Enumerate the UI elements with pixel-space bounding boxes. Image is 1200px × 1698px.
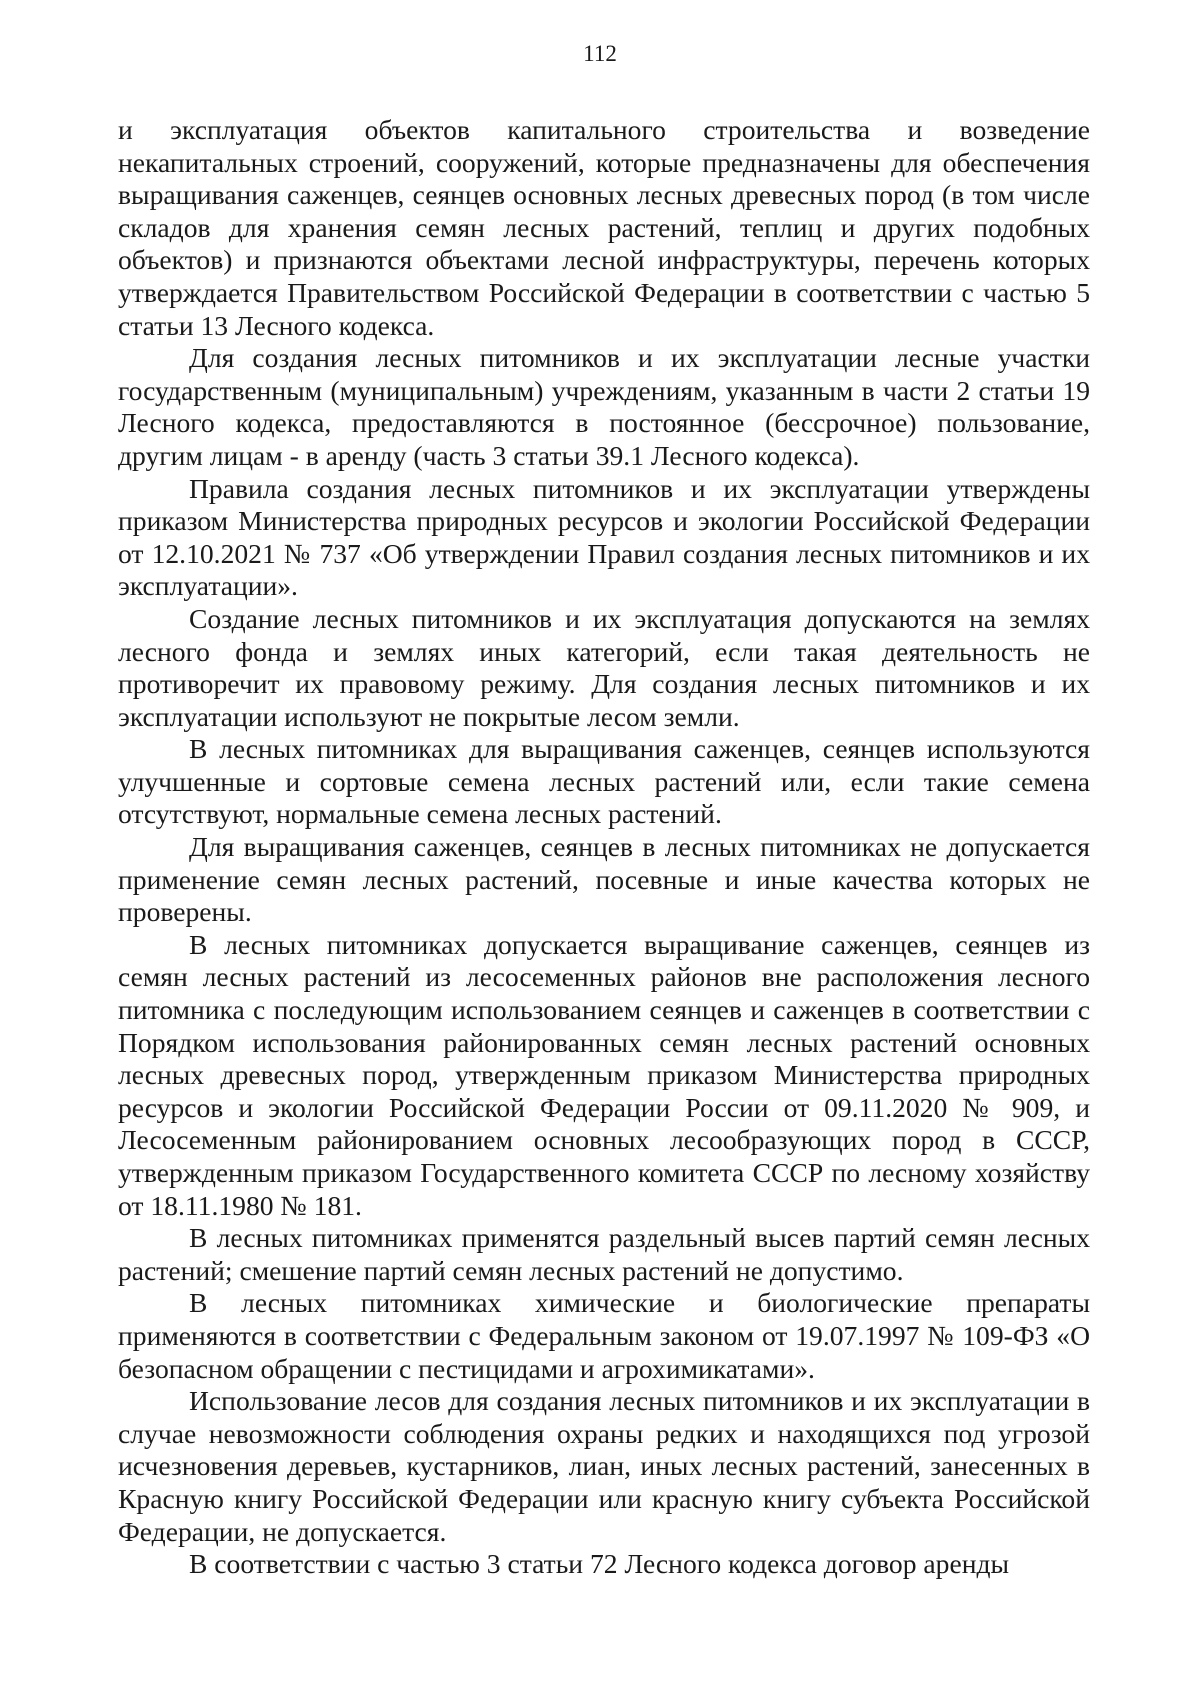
paragraph-forest-plots: Для создания лесных питомников и их эксплуатации лесные участки государственным (муниципальным) учреждениям, указанным в части 2 статьи 19 Лесного кодекса, предоставляются в постоянное (бессрочное) пользование, другим лицам - в аренду (часть 3 статьи 39.1 Лесного кодекса).: [118, 342, 1090, 471]
paragraph-red-book: Использование лесов для создания лесных питомников и их эксплуатации в случае невозможности соблюдения охраны редких и находящихся под угрозой исчезновения деревьев, кустарников, лиан, иных лесных растений, занесенных в Красную книгу Российской Федерации или красную книгу субъекта Российской Федерации, не допускается.: [118, 1385, 1090, 1547]
paragraph-lease-agreement: В соответствии с частью 3 статьи 72 Лесного кодекса договор аренды: [189, 1548, 1010, 1580]
paragraph-seed-regions: В лесных питомниках допускается выращивание саженцев, сеянцев из семян лесных растений из лесосеменных районов вне расположения лесного питомника с последующим использованием сеянцев и саженцев в соответствии с Порядком использования районированных семян лесных растений основных лесных древесных пород, утвержденным приказом Министерства природных ресурсов и экологии Российской Федерации России от 09.11.2020 № 909, и Лесосеменным районированием основных лесообразующих пород в СССР, утвержденным приказом Государственного комитета СССР по лесному хозяйству от 18.11.1980 № 181.: [118, 928, 1090, 1221]
document-body: [118, 114, 1090, 1581]
paragraph-seed-quality: В лесных питомниках для выращивания саженцев, сеянцев используются улучшенные и сортовые семена лесных растений или, если такие семена отсутствуют, нормальные семена лесных растений.: [118, 733, 1090, 830]
page-number: 112: [583, 41, 617, 66]
paragraph-separate-sowing: В лесных питомниках применятся раздельный высев партий семян лесных растений; смешение партий семян лесных растений не допустимо.: [118, 1222, 1090, 1286]
paragraph-land-use: Создание лесных питомников и их эксплуатация допускаются на землях лесного фонда и землях иных категорий, если такая деятельность не противоречит их правовому режиму. Для создания лесных питомников и их эксплуатации используют не покрытые лесом земли.: [118, 602, 1090, 732]
paragraph-unverified-seeds: Для выращивания саженцев, сеянцев в лесных питомниках не допускается применение семян лесных растений, посевные и иные качества которых не проверены.: [118, 831, 1090, 928]
paragraph-pesticides: В лесных питомниках химические и биологические препараты применяются в соответствии с Федеральным законом от 19.07.1997 № 109-ФЗ «О безопасном обращении с пестицидами и агрохимикатами».: [118, 1287, 1090, 1384]
paragraph-nursery-rules: Правила создания лесных питомников и их эксплуатации утверждены приказом Министерства природных ресурсов и экологии Российской Федерации от 12.10.2021 № 737 «Об утверждении Правил создания лесных питомников и их эксплуатации».: [118, 472, 1090, 602]
paragraph-continuation: и эксплуатация объектов капитального строительства и возведение некапитальных строений, сооружений, которые предназначены для обеспечения выращивания саженцев, сеянцев основных лесных древесных пород (в том числе складов для хранения семян лесных растений, теплиц и других подобных объектов) и признаются объектами лесной инфраструктуры, перечень которых утверждается Правительством Российской Федерации в соответствии с частью 5 статьи 13 Лесного кодекса.: [118, 114, 1090, 341]
